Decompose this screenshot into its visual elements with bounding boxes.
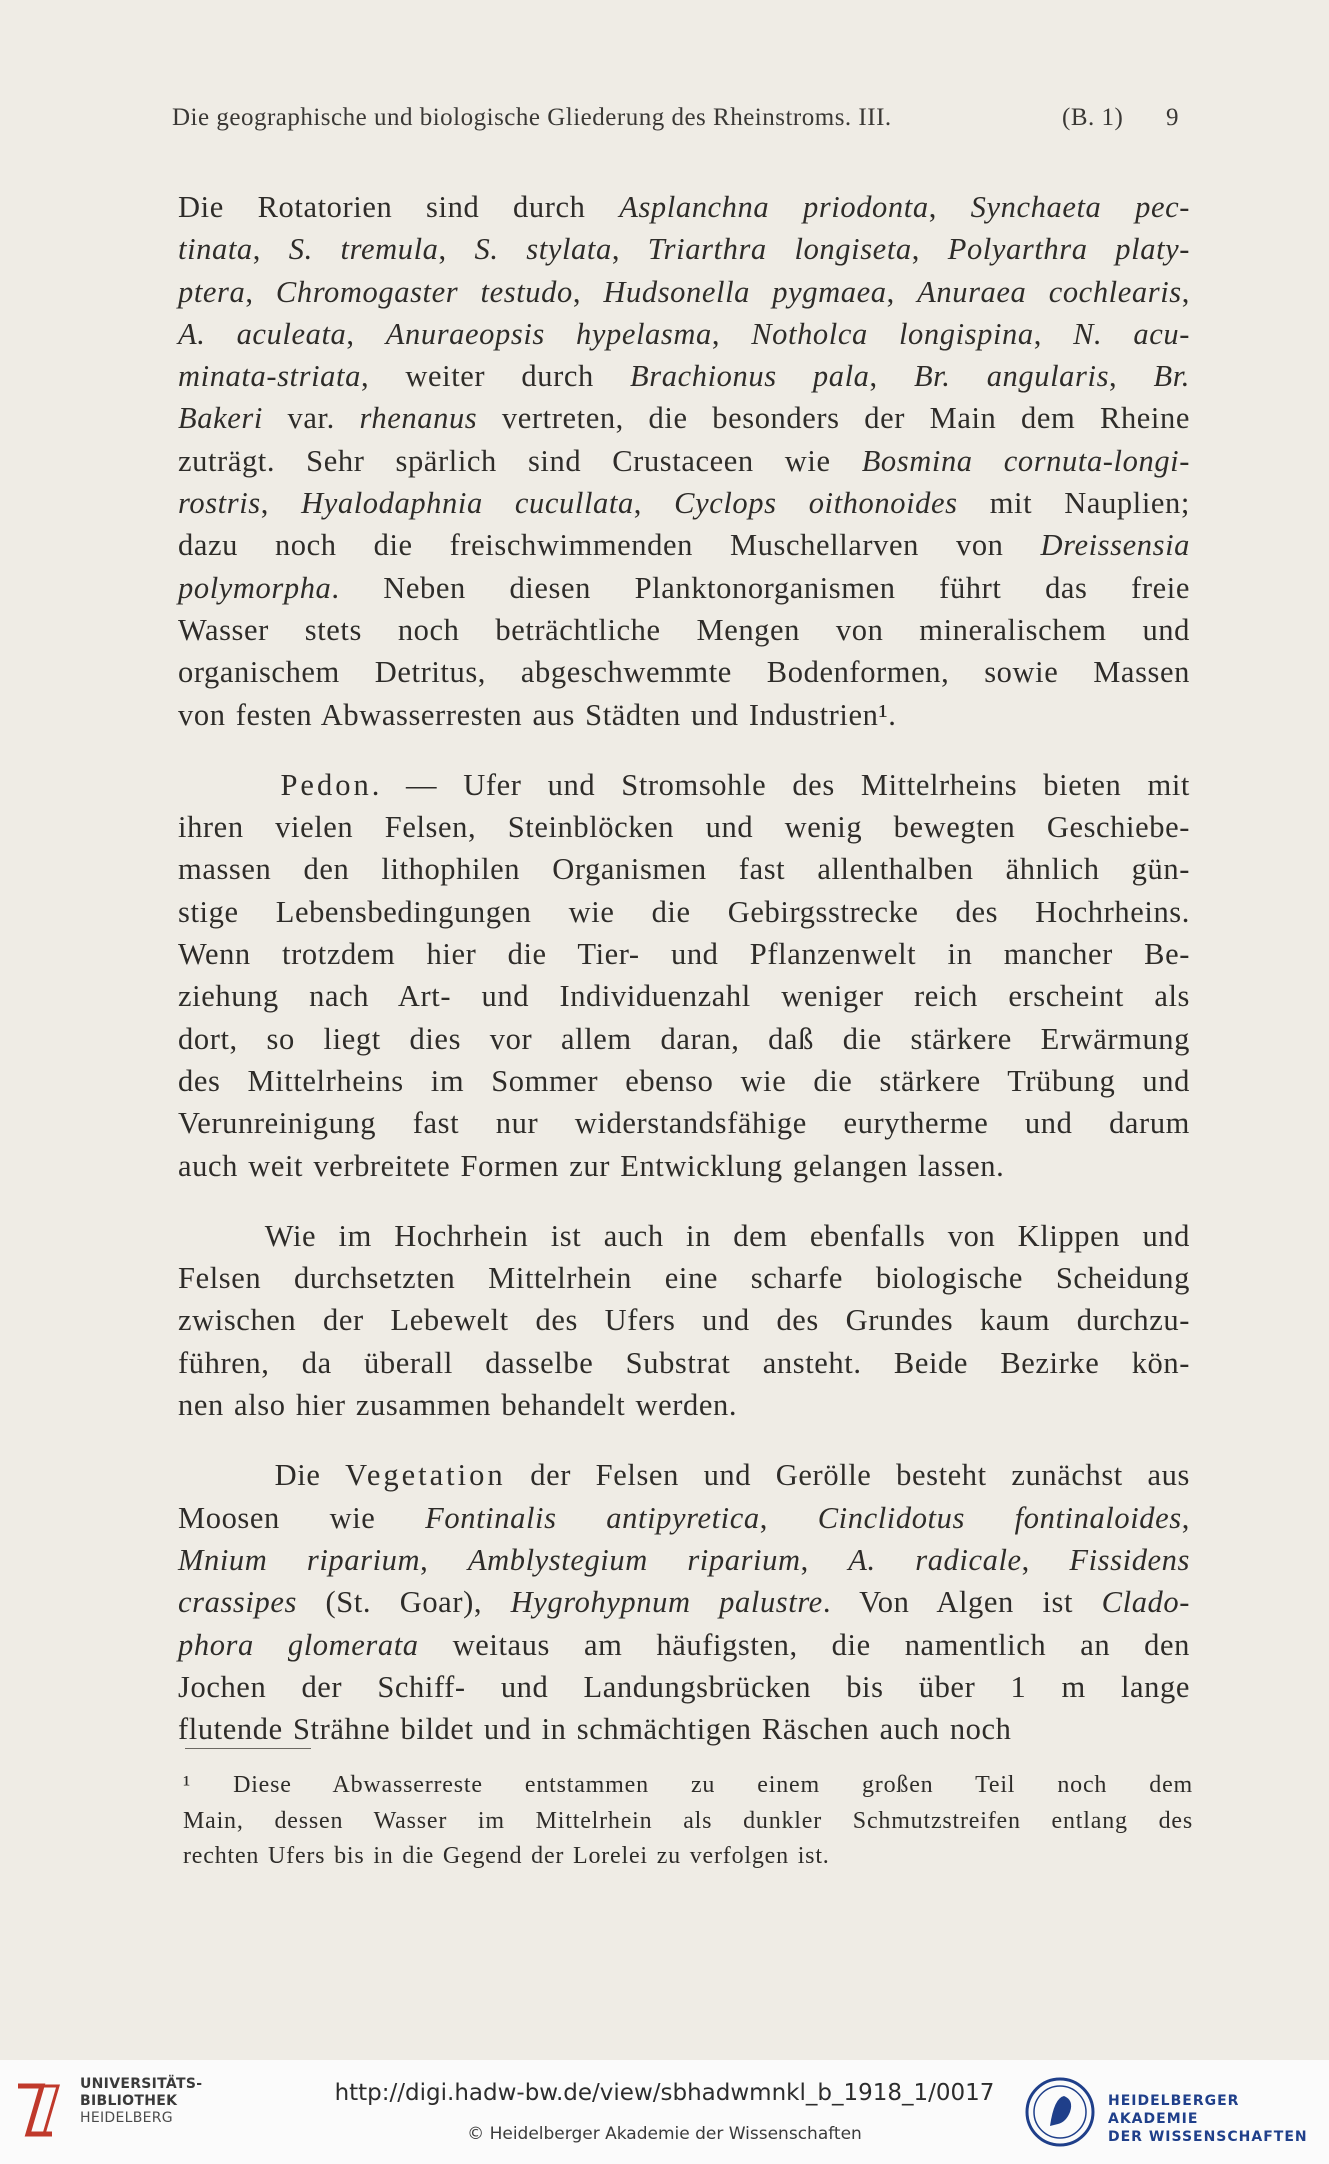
text-line <box>178 933 1190 975</box>
footnote-line: rechten Ufers bis in die Gegend der Lorelei zu verfolgen ist. <box>183 1843 830 1869</box>
text-run: , <box>1109 359 1154 394</box>
text-line <box>178 1454 1190 1496</box>
permalink-url[interactable]: http://digi.hadw-bw.de/view/sbhadwmnkl_b_1918_1/0017 <box>334 2080 995 2106</box>
paragraph-gap <box>178 1187 1190 1215</box>
text-run: massen den lithophilen Organismen fast allenthalben ähnlich gün- <box>178 852 1190 887</box>
text-run: , <box>886 274 918 309</box>
text-run: , <box>711 316 752 351</box>
text-line <box>178 1624 1190 1666</box>
species-name: rhenanus <box>359 401 478 436</box>
library-name-line: BIBLIOTHEK <box>80 2093 178 2109</box>
text-run: organischem Detritus, abgeschwemmte Bodenformen, sowie Massen <box>178 655 1190 690</box>
species-name: Cinclidotus fontinaloides <box>817 1500 1182 1535</box>
species-name: Amblystegium riparium <box>467 1542 801 1577</box>
species-name: Hyalodaphnia cucullata <box>301 486 634 521</box>
academy-name-line: HEIDELBERGER AKADEMIE <box>1108 2093 1240 2127</box>
text-run: , <box>420 1542 468 1577</box>
text-line <box>178 271 1190 313</box>
text-run: weitaus am häufigsten, die namentlich an den <box>418 1627 1191 1662</box>
text-line <box>178 440 1190 482</box>
text-run: , weiter durch <box>360 359 631 394</box>
text-run: . Von Algen ist <box>822 1585 1102 1620</box>
species-name: Fontinalis antipyretica <box>425 1500 760 1535</box>
spaced-heading-word: Vegetation <box>345 1458 506 1493</box>
text-line <box>178 891 1190 933</box>
text-run: von festen Abwasserresten aus Städten und Industrien¹. <box>178 697 897 732</box>
text-run: , <box>928 190 971 224</box>
text-line <box>178 482 1190 524</box>
text-line <box>178 1666 1190 1708</box>
text-run: , <box>800 1542 849 1577</box>
text-run: dazu noch die freischwimmenden Muschellarven von <box>178 528 1041 563</box>
species-name: S. stylata <box>474 232 612 267</box>
text-line <box>178 806 1190 848</box>
text-line <box>178 397 1190 439</box>
species-name: N. acu- <box>1073 316 1190 351</box>
footnote-line: Main, dessen Wasser im Mittelrhein als dunkler Schmutzstreifen entlang des <box>183 1807 1193 1834</box>
academy-name <box>1108 2092 1329 2146</box>
text-run: nen also hier zusammen behandelt werden. <box>178 1388 738 1423</box>
species-name: Anuraea cochlearis <box>917 274 1182 309</box>
text-line <box>178 848 1190 890</box>
library-name-line: UNIVERSITÄTS- <box>80 2076 203 2092</box>
text-line <box>178 651 1190 693</box>
text-line <box>178 1539 1190 1581</box>
species-name: Bosmina cornuta-longi- <box>861 443 1191 478</box>
text-line <box>178 567 1190 609</box>
footnote-rule <box>185 1748 311 1749</box>
text-run: var. <box>262 401 360 436</box>
viewer-footer <box>0 2060 1329 2164</box>
text-line <box>178 1215 1190 1257</box>
species-name: A. radicale <box>848 1542 1022 1577</box>
text-run: Verunreinigung fast nur widerstandsfähige eurytherme und darum <box>178 1106 1190 1141</box>
species-name: A. aculeata <box>178 316 347 351</box>
species-name: Hygrohypnum palustre <box>510 1585 823 1620</box>
text-run: Wenn trotzdem hier die Tier- und Pflanzenwelt in mancher Be- <box>178 937 1190 972</box>
text-line <box>178 228 1190 270</box>
text-run: , <box>438 232 475 267</box>
text-run: zwischen der Lebewelt des Ufers und des Grundes kaum durchzu- <box>178 1303 1190 1338</box>
species-name: Brachionus pala <box>630 359 870 394</box>
text-run: Felsen durchsetzten Mittelrhein eine scharfe biologische Scheidung <box>178 1261 1190 1296</box>
species-name: Dreissensia <box>1040 528 1190 563</box>
text-run: dort, so liegt dies vor allem daran, daß die stärkere Erwärmung <box>178 1021 1190 1056</box>
footnote <box>183 1768 1193 1875</box>
text-run: führen, da überall dasselbe Substrat ansteht. Beide Bezirke kön- <box>178 1345 1190 1380</box>
species-name: Fissidens <box>1069 1542 1190 1577</box>
text-line <box>178 313 1190 355</box>
body-text <box>178 186 1190 1750</box>
text-run: vertreten, die besonders der Main dem Rheine <box>477 401 1190 436</box>
text-run: mit Nauplien; <box>957 486 1190 521</box>
text-run: auch weit verbreitete Formen zur Entwicklung gelangen lassen. <box>178 1148 1005 1183</box>
text-line <box>178 694 1190 736</box>
text-run: zuträgt. Sehr spärlich sind Crustaceen wie <box>178 443 862 478</box>
species-name: Br. angularis <box>913 359 1110 394</box>
text-line <box>178 1102 1190 1144</box>
text-run: , <box>252 232 289 267</box>
text-run: , <box>572 274 604 309</box>
text-run: , <box>611 232 648 267</box>
text-run: , <box>1033 316 1074 351</box>
text-run: , <box>1181 274 1190 309</box>
paragraph-gap <box>178 736 1190 764</box>
species-name: Cyclops oithonoides <box>674 486 958 521</box>
species-name: S. tremula <box>288 232 439 267</box>
species-name: Mnium riparium <box>178 1542 421 1577</box>
text-line <box>178 355 1190 397</box>
library-name-line: HEIDELBERG <box>80 2110 173 2126</box>
text-run: , <box>911 232 948 267</box>
species-name: Notholca longispina <box>751 316 1034 351</box>
text-line <box>178 975 1190 1017</box>
species-name: polymorpha <box>178 570 332 605</box>
text-line <box>178 1384 1190 1426</box>
text-line <box>178 1145 1190 1187</box>
species-name: Polyarthra platy- <box>947 232 1191 267</box>
page-number: 9 <box>1166 104 1179 131</box>
species-name: Synchaeta pec- <box>970 190 1191 224</box>
text-run: Moosen wie <box>178 1500 426 1535</box>
species-name: tinata <box>178 232 253 267</box>
text-run: flutende Strähne bildet und in schmächtigen Räschen auch noch <box>178 1712 1012 1747</box>
spaced-heading-word: Pedon <box>280 767 372 802</box>
text-run: der Felsen und Gerölle besteht zunächst aus <box>505 1458 1190 1493</box>
text-run: Die Rotatorien sind durch <box>178 190 620 224</box>
text-run: , <box>1181 1500 1190 1535</box>
species-name: Chromogaster testudo <box>275 274 573 309</box>
text-run: , <box>759 1500 818 1535</box>
species-name: Br. <box>1153 359 1191 394</box>
text-run: , <box>869 359 914 394</box>
header-title: Die geographische und biologische Gliederung des Rheinstroms. III. <box>172 104 892 131</box>
text-run: Die <box>178 1458 346 1493</box>
text-line <box>178 1018 1190 1060</box>
species-name: Anuraeopsis hypelasma <box>385 316 712 351</box>
species-name: Bakeri <box>178 401 263 436</box>
text-line <box>178 609 1190 651</box>
text-run: ziehung nach Art- und Individuenzahl weniger reich erscheint als <box>178 979 1190 1014</box>
text-run: . — Ufer und Stromsohle des Mittelrheins bieten mit <box>371 767 1190 802</box>
text-run: , <box>346 316 386 351</box>
text-run: stige Lebensbedingungen wie die Gebirgsstrecke des Hochrheins. <box>178 894 1190 929</box>
academy-seal-icon <box>1024 2076 1096 2148</box>
text-line <box>178 1581 1190 1623</box>
text-line <box>178 1342 1190 1384</box>
copyright-notice: © Heidelberger Akademie der Wissenschaften <box>467 2124 862 2144</box>
species-name: Triarthra longiseta <box>647 232 912 267</box>
text-run <box>178 768 280 802</box>
text-line <box>178 1299 1190 1341</box>
species-name: Clado- <box>1101 1585 1190 1620</box>
text-line <box>178 764 1190 806</box>
text-run: Wasser stets noch beträchtliche Mengen von mineralischem und <box>178 612 1190 647</box>
species-name: rostris <box>178 486 261 521</box>
text-run: Wie im Hochrhein ist auch in dem ebenfalls von Klippen und <box>178 1218 1190 1253</box>
species-name: minata-striata <box>178 359 361 394</box>
text-run: ihren vielen Felsen, Steinblöcken und wenig bewegten Geschiebe- <box>178 810 1190 845</box>
text-line <box>178 524 1190 566</box>
academy-name-line: DER WISSENSCHAFTEN <box>1108 2129 1308 2145</box>
text-line <box>178 1060 1190 1102</box>
text-run: , <box>260 486 302 521</box>
text-run: , <box>245 274 276 309</box>
text-run: , <box>1021 1542 1070 1577</box>
text-run: (St. Goar), <box>296 1585 511 1620</box>
text-run: des Mittelrheins im Sommer ebenso wie die stärkere Trübung und <box>178 1063 1190 1098</box>
text-line <box>178 186 1190 228</box>
species-name: ptera <box>178 274 246 309</box>
species-name: Asplanchna priodonta <box>619 190 929 224</box>
text-run: , <box>633 486 675 521</box>
text-run: Jochen der Schiff- und Landungsbrücken bis über 1 m lange <box>178 1669 1190 1704</box>
footnote-line: ¹ Diese Abwasserreste entstammen zu einem großen Teil noch dem <box>183 1772 1193 1798</box>
species-name: crassipes <box>178 1585 297 1620</box>
paragraph-gap <box>178 1426 1190 1454</box>
header-volume: (B. 1) <box>1062 104 1124 131</box>
species-name: phora glomerata <box>178 1627 419 1662</box>
text-run: . Neben diesen Planktonorganismen führt das freie <box>331 570 1190 605</box>
text-line <box>178 1497 1190 1539</box>
text-line <box>178 1708 1190 1750</box>
text-line <box>178 1257 1190 1299</box>
species-name: Hudsonella pygmaea <box>603 274 887 309</box>
